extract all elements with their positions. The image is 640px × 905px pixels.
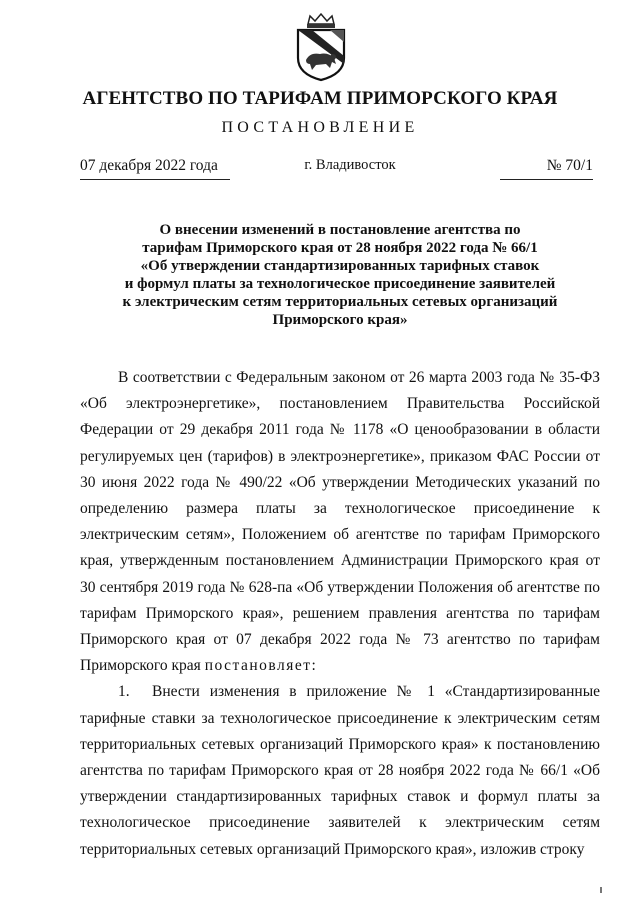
subject-line: к электрическим сетям территориальных сетевых организаций [122,294,558,310]
document-number: № 70/1 [500,157,593,180]
document-city: г. Владивосток [304,157,396,173]
item-paragraph [80,679,600,862]
item-number: 1. [118,683,130,701]
subject-line: и формул платы за технологическое присоединение заявителей [124,276,556,292]
subject-line: Приморского края» [272,312,408,328]
document-body [80,365,600,863]
scan-mark [600,887,602,893]
preamble-text: В соответствии с Федеральным законом от 26 марта 2003 года № 35-ФЗ «Об электроэнергетике», постановлением Правительства Российской Федерации от 29 декабря 2011 года № 1178 «О ценообразовании в области регулируемых цен (тарифов) в электроэнергетике», приказом ФАС России от 30 июня 2022 года № 490/22 «Об утверждении Методических указаний по определению размера платы за технологическое присоединение к электрическим сетям», Положением об агентстве по тарифам Приморского края, утвержденным постановлением Администрации Приморского края от 30 сентября 2019 года № 628-па «Об утверждении Положения об агентстве по тарифам Приморского края», решением правления агентства по тарифам Приморского края от 07 декабря 2022 года № 73 агентство по тарифам Приморского края [80,369,600,675]
subject-line: «Об утверждении стандартизированных тарифных ставок [140,258,540,274]
item-text: Внести изменения в приложение № 1 «Стандартизированные тарифные ставки за технологическое присоединение к электрическим сетям территориальных сетевых организаций Приморского края» к постановлению агентства по тарифам Приморского края от 28 ноября 2022 года № 66/1 «Об утверждении стандартизированных тарифных ставок и формул платы за технологическое присоединение заявителей к электрическим сетям территориальных сетевых организаций Приморского края», изложив строку [80,683,600,858]
subject-line: тарифам Приморского края от 28 ноября 2022 года № 66/1 [142,240,538,256]
document-date: 07 декабря 2022 года [80,157,230,180]
agency-name: АГЕНТСТВО ПО ТАРИФАМ ПРИМОРСКОГО КРАЯ [82,88,558,109]
coat-of-arms-icon [292,12,350,82]
document-subject [80,221,600,329]
resolves-word: постановляет: [204,657,318,675]
subject-line: О внесении изменений в постановление агентства по [159,222,521,238]
document-type: ПОСТАНОВЛЕНИЕ [221,119,419,136]
preamble-paragraph [80,365,600,679]
